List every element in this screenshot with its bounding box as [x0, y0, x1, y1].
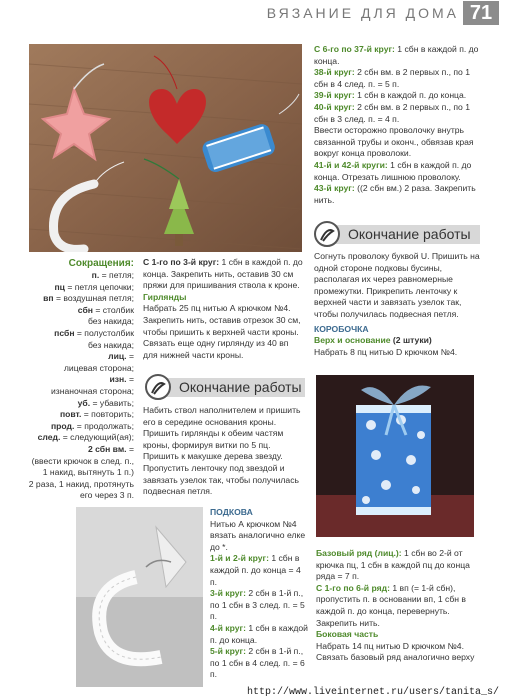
box-instructions	[316, 548, 484, 664]
row-text: 2 сбн в 1-й п., по 1 сбн в 4 след. п. = 6 п.	[210, 646, 305, 680]
round-label: С 1-го по 3-й круг:	[143, 257, 220, 267]
instruction-row	[210, 588, 308, 623]
abbreviation-definition: =	[128, 351, 134, 362]
row-text: 1 вп (= 1-й сбн), пропустить п. в основании вп, 1 сбн в каждой п. до конца, перевернуть. Закрепить нить.	[316, 582, 466, 628]
page-number: 71	[463, 1, 499, 25]
abbreviation-term: лиц.	[108, 351, 127, 362]
abbreviation-definition: 1 накид, вытянуть 1 п.)	[42, 467, 134, 478]
instruction-row	[314, 67, 480, 90]
instruction-row	[314, 90, 480, 102]
row-label: Базовый ряд (лиц.):	[316, 548, 402, 558]
instruction-row	[210, 646, 308, 681]
abbreviation-line	[28, 444, 134, 456]
abbreviation-line	[28, 293, 134, 305]
row-text: Ввести осторожно проволочку внутрь связанной трубы и оконч., обвязав края вокруг конца проволоки.	[314, 125, 474, 159]
magazine-title: ВЯЗАНИЕ ДЛЯ ДОМА	[266, 5, 459, 21]
side-part-text: Набрать 14 пц нитью D крючком №4. Связать базовый ряд аналогично верху	[316, 640, 475, 663]
abbreviation-line	[28, 421, 134, 433]
abbreviation-line	[28, 374, 134, 386]
abbreviation-line	[28, 351, 134, 363]
abbreviation-line	[28, 398, 134, 410]
box-heading: КОРОБОЧКА	[314, 323, 369, 334]
abbreviation-definition: (ввести крючок в след. п.,	[31, 455, 134, 466]
row-text: 1 сбн в каждой п. до конца = 4 п.	[210, 553, 301, 587]
row-label: С 6-го по 37-й круг:	[314, 44, 395, 54]
instruction-row	[314, 125, 480, 160]
finish-right-text	[314, 251, 480, 358]
row-text: 1 сбн в каждой п. до конца.	[354, 90, 467, 101]
box-cast-on: Набрать 8 пц нитью D крючком №4.	[314, 346, 458, 357]
finish-left-paragraph: Набить ствол наполнителем и пришить его в середине основания кроны. Пришить гирлянды к обеим частям кроны, формируя витки по 5 пц. Пришить к макушке дерева звезду. Пропустить ленточку под звездой и завязать узелок так, чтобы получилась подвесная петля.	[143, 405, 301, 497]
finish-banner-left-title: Окончание работы	[179, 379, 302, 395]
page-header	[0, 0, 507, 28]
box-photo	[316, 375, 474, 537]
abbreviation-definition: = петля цепочки;	[67, 281, 134, 292]
abbreviations-title: Сокращения:	[68, 258, 134, 269]
instruction-row	[314, 102, 480, 125]
finish-banner-left	[145, 374, 305, 400]
abbreviation-term: повт.	[59, 409, 82, 420]
horseshoe-continued	[314, 44, 480, 206]
abbreviation-definition: = убавить;	[92, 397, 134, 408]
row-label: 3-й круг:	[210, 588, 246, 599]
garlands-heading: Гирлянды	[143, 291, 187, 302]
abbreviation-definition: без накида;	[87, 339, 134, 350]
abbreviation-definition: = следующий(ая);	[62, 432, 134, 443]
abbreviation-definition: лицевая сторона;	[63, 362, 134, 373]
finish-banner-right	[314, 221, 480, 247]
row-text: 1 сбн во 2-й от крючка пц, 1 сбн в каждой пц до конца ряда = 7 п.	[316, 548, 470, 582]
horseshoe-intro: Нитью А крючком №4 вязать аналогично елке до *.	[210, 518, 306, 552]
tree-trunk-instructions	[143, 257, 303, 361]
abbreviation-term: п.	[91, 270, 100, 280]
row-label: 5-й круг:	[210, 646, 246, 657]
abbreviation-definition: = воздушная петля;	[55, 293, 134, 304]
row-text: 2 сбн в 1-й п., по 1 сбн в 3 след. п. = 5 п.	[210, 588, 305, 622]
abbreviation-definition: его через 3 п.	[79, 490, 134, 501]
abbreviation-term: след.	[37, 432, 61, 443]
crochet-hook-icon	[314, 221, 340, 247]
side-part-heading: Боковая часть	[316, 629, 379, 640]
abbreviation-definition: = повторить;	[83, 409, 134, 420]
abbreviation-definition: = полустолбик	[76, 327, 134, 338]
instruction-row	[314, 160, 480, 183]
abbreviation-line	[28, 270, 134, 282]
abbreviation-term: вп	[43, 293, 54, 304]
finish-banner-right-title: Окончание работы	[348, 226, 471, 242]
abbreviation-line	[28, 316, 134, 328]
abbreviations-list	[28, 257, 134, 502]
abbreviation-definition: без накида;	[87, 316, 134, 327]
source-url: http://www.liveinternet.ru/users/tanita_s/	[246, 687, 499, 698]
abbreviation-line	[28, 386, 134, 398]
abbreviation-term: 2 сбн вм.	[87, 443, 127, 454]
abbreviation-line	[28, 282, 134, 294]
abbreviation-line	[28, 328, 134, 340]
abbreviation-term: псбн	[54, 327, 75, 338]
abbreviation-definition: изнаночная сторона;	[50, 385, 134, 396]
row-label: 4-й круг:	[210, 622, 246, 633]
row-text: 2 сбн вм. в 2 первых п., по 1 сбн в 3 след. п. = 4 п.	[314, 101, 470, 124]
finish-right-paragraph: Согнуть проволоку буквой U. Пришить на одной стороне подковы бусины, располагая их через равномерные промежутки. Прикрепить ленточку к верхней части и завязать узелок так, чтобы получилась подвесная петля.	[314, 251, 480, 319]
row-label: 1-й и 2-й круг:	[210, 553, 269, 564]
abbreviation-line	[28, 456, 134, 468]
abbreviation-line	[28, 490, 134, 502]
round-text: 1 сбн в каждой п. до конца. Закрепить нить, оставив 30 см пряжи для пришивания ствола к кроне.	[143, 257, 303, 291]
abbreviation-line	[28, 363, 134, 375]
abbreviation-line	[28, 467, 134, 479]
abbreviation-term: уб.	[77, 397, 91, 408]
row-text: 1 сбн в каждой п. до конца.	[314, 44, 479, 66]
row-label: 41-й и 42-й круги:	[314, 159, 388, 170]
abbreviation-definition: = столбик	[95, 304, 134, 315]
instruction-row	[314, 44, 480, 67]
instruction-row	[314, 183, 480, 206]
row-label: 43-й круг:	[314, 183, 355, 194]
row-text: 1 сбн в каждой п. до конца.	[210, 622, 308, 645]
instruction-row	[210, 553, 308, 588]
abbreviation-definition: 2 раза, 1 накид, протянуть	[28, 478, 134, 489]
abbreviation-term: изн.	[109, 374, 127, 385]
crochet-hook-icon	[145, 374, 171, 400]
row-label: С 1-го по 6-й ряд:	[316, 582, 390, 593]
ornaments-photo	[29, 44, 302, 252]
abbreviation-line	[28, 432, 134, 444]
row-text: 2 сбн вм. в 2 первых п., по 1 сбн в 4 след. п. = 5 п.	[314, 67, 470, 89]
abbreviation-definition: =	[128, 443, 134, 454]
abbreviation-definition: = продолжать;	[76, 420, 134, 431]
abbreviation-term: пц	[54, 281, 65, 292]
abbreviation-line	[28, 409, 134, 421]
box-subtitle-note: (2 штуки)	[390, 335, 432, 346]
instruction-row	[316, 548, 484, 583]
abbreviation-line	[28, 305, 134, 317]
row-label: 38-й круг:	[314, 67, 355, 78]
abbreviation-definition: =	[128, 374, 134, 385]
instruction-row	[316, 583, 484, 629]
horseshoe-instructions	[210, 507, 308, 681]
row-label: 39-й круг:	[314, 90, 355, 101]
finish-left-text	[143, 405, 305, 498]
abbreviation-definition: = петля;	[101, 270, 134, 280]
abbreviation-term: сбн	[77, 304, 93, 315]
horseshoe-heading: ПОДКОВА	[210, 507, 253, 517]
horseshoe-photo	[76, 507, 203, 687]
row-text: 1 сбн в каждой п. до конца. Отрезать лишнюю проволоку.	[314, 159, 472, 182]
box-subtitle: Верх и основание	[314, 335, 391, 346]
row-label: 40-й круг:	[314, 101, 355, 112]
abbreviation-line	[28, 340, 134, 352]
row-text: ((2 сбн вм.) 2 раза. Закрепить нить.	[314, 183, 476, 205]
instruction-row	[210, 623, 308, 646]
abbreviation-line	[28, 479, 134, 491]
garlands-text: Набрать 25 пц нитью А крючком №4. Закрепить нить, оставив отрезок 30 см, чтобы пришить к верхней части кроны. Связать еще одну гирлянду из 40 вп для нижней части кроны.	[143, 303, 301, 360]
abbreviation-term: прод.	[50, 420, 75, 431]
